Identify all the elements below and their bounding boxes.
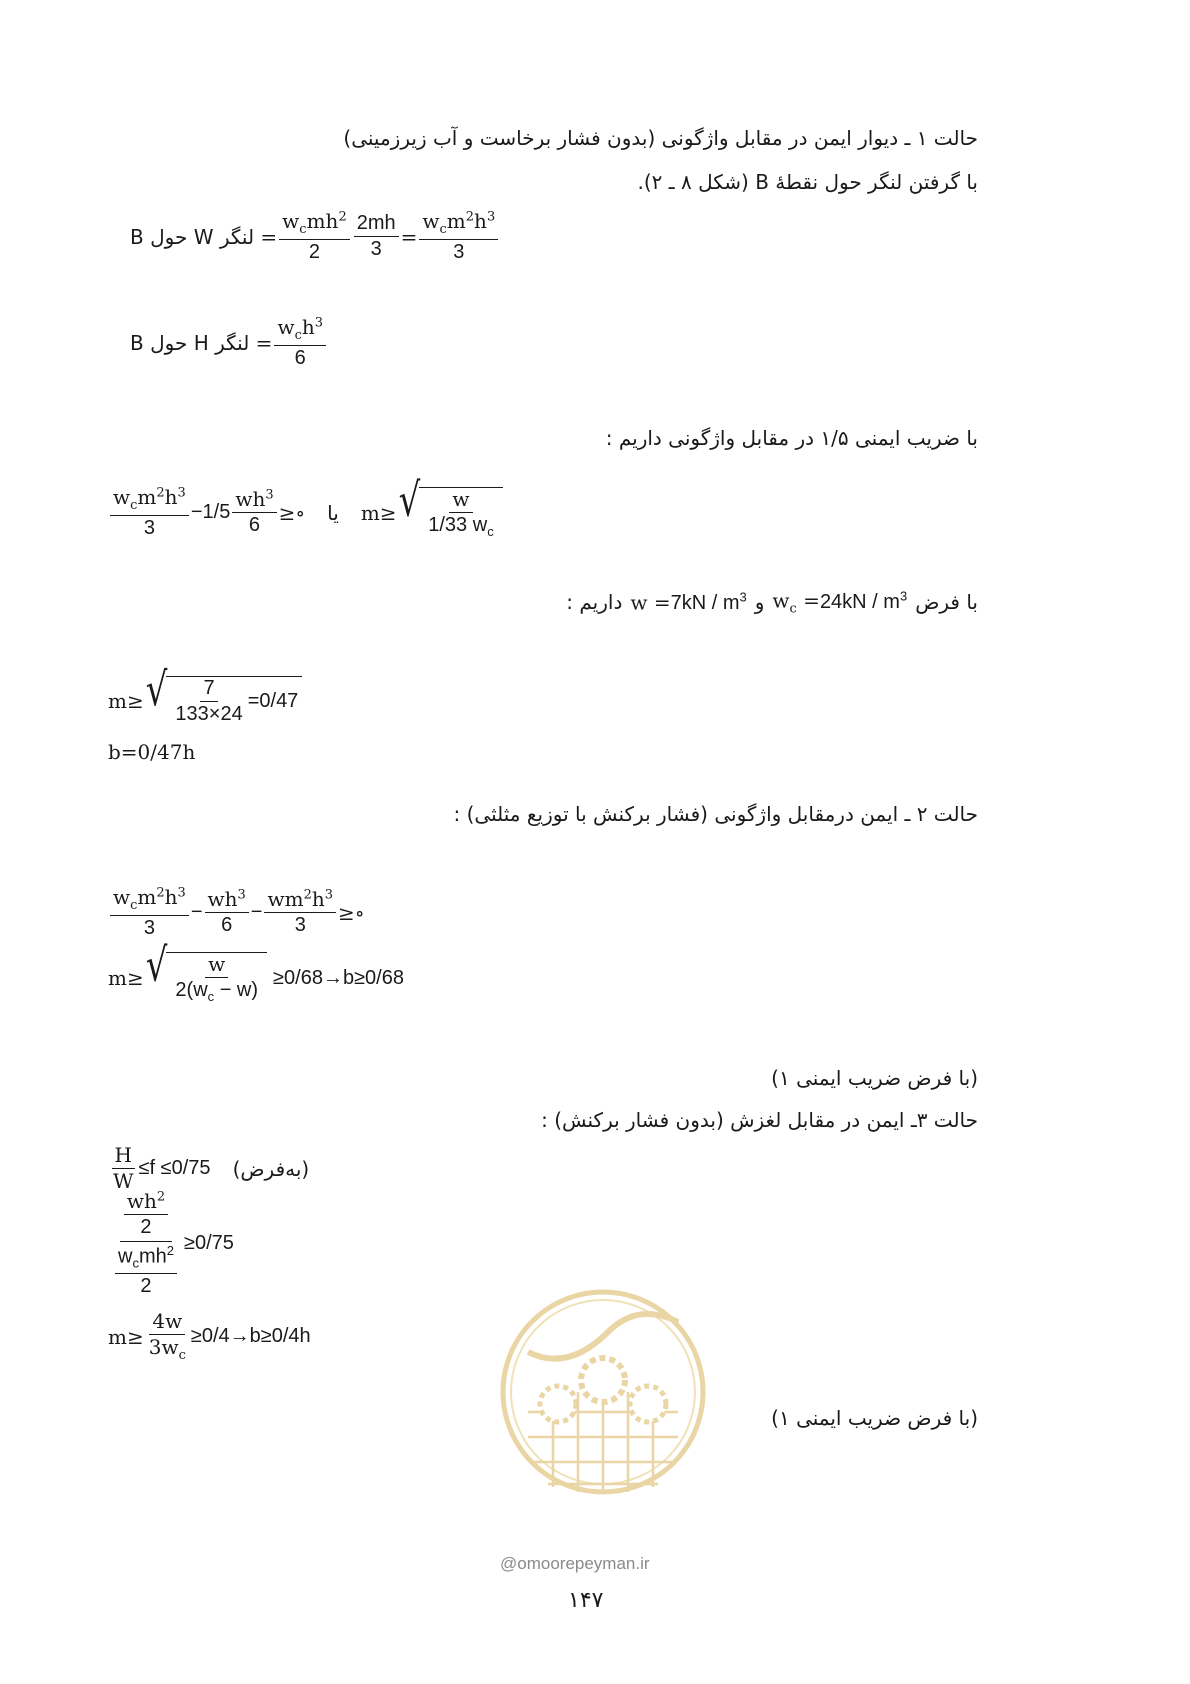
case3-assume: (به‌فرض) [232, 1156, 310, 1181]
eq2-label: لنگر H حول B [130, 330, 250, 355]
equation-moment-h: لنگر H حول B = $\frac{w_ch^3}{6}$ [130, 316, 328, 370]
equation-m-result: m≥ √ $\frac{7}{133\times 24}$ =0/47 [108, 676, 302, 726]
case3-note: (با فرض ضریب ایمنی ۱) [771, 1406, 978, 1430]
case1-line2: با گرفتن لنگر حول نقطهٔ B (شکل ۸ ـ ۲). [637, 170, 978, 194]
case3-limit: ≤f ≤0/75 [138, 1157, 211, 1179]
case1-title: حالت ۱ ـ دیوار ایمن در مقابل واژگونی (بدون فشار برخاست و آب زیرزمینی) [343, 126, 978, 150]
assume-prefix: با فرض [915, 590, 978, 615]
case3-result: ≥0/4→b≥0/4h [190, 1325, 311, 1348]
case2-result: ≥0/68→b≥0/68 [273, 966, 404, 989]
equation-moment-w: لنگر W حول B = $\frac{w_cmh^2}{2}$ $\frac{2mh}{3}$ = $\frac{w_cm^2h^3}{3}$ [130, 210, 500, 264]
result-b: b=0/47h [108, 740, 196, 764]
equation-case2-1: $\frac{w_cm^2h^3}{3}$ − $\frac{wh^3}{6}$ − $\frac{wm^2h^3}{3}$ ≥∘ [108, 886, 365, 940]
equation-case2-2: m≥ √ $\frac{w}{2(w_c - w)}$ ≥0/68→b≥0/68 [108, 938, 404, 1004]
equation-case3-2: $\frac{\frac{wh^2}{2}}{\frac{w_cmh^2}{2}}$ ≥0/75 [108, 1190, 234, 1298]
case3-limit2: ≥0/75 [183, 1232, 234, 1255]
equation-overturning-1: $\frac{w_cm^2h^3}{3}$ − 1/5 $\frac{wh^3}{6}$ ≥∘ یا m≥ √ $\frac{w}{1/33 w_c}$ [108, 486, 503, 540]
page-number: ۱۴۷ [568, 1588, 604, 1613]
equation-case3-1: $\frac{H}{W}$ ≤f ≤0/75 (به‌فرض) [113, 1143, 310, 1193]
assume-and: و [754, 590, 765, 615]
result-m: =0/47 [247, 690, 299, 712]
case3-title: حالت ۳ـ ایمن در مقابل لغزش (بدون فشار برکنش) : [541, 1108, 978, 1132]
watermark-url: @omoorepeyman.ir [500, 1554, 650, 1573]
assumption-line: با فرض $w_c =24kN / m^3$ و $w =7kN / m^3$ داریم : [566, 588, 978, 617]
safety-factor-text: با ضریب ایمنی ۱/۵ در مقابل واژگونی داریم : [605, 426, 978, 450]
equation-case3-3: m≥ $\frac{4w}{3w_c}$ ≥0/4→b≥0/4h [108, 1309, 311, 1363]
coef-value: 1/5 [202, 501, 231, 524]
ya-word: یا [327, 500, 339, 525]
eq1-label: لنگر W حول B [130, 224, 255, 249]
case2-title: حالت ۲ ـ ایمن درمقابل واژگونی (فشار برکنش با توزیع مثلثی) : [453, 802, 978, 826]
case2-note: (با فرض ضریب ایمنی ۱) [771, 1066, 978, 1090]
watermark-logo [498, 1262, 708, 1522]
denom-w: 1/33 [428, 513, 468, 536]
assume-suffix: داریم : [566, 590, 623, 615]
